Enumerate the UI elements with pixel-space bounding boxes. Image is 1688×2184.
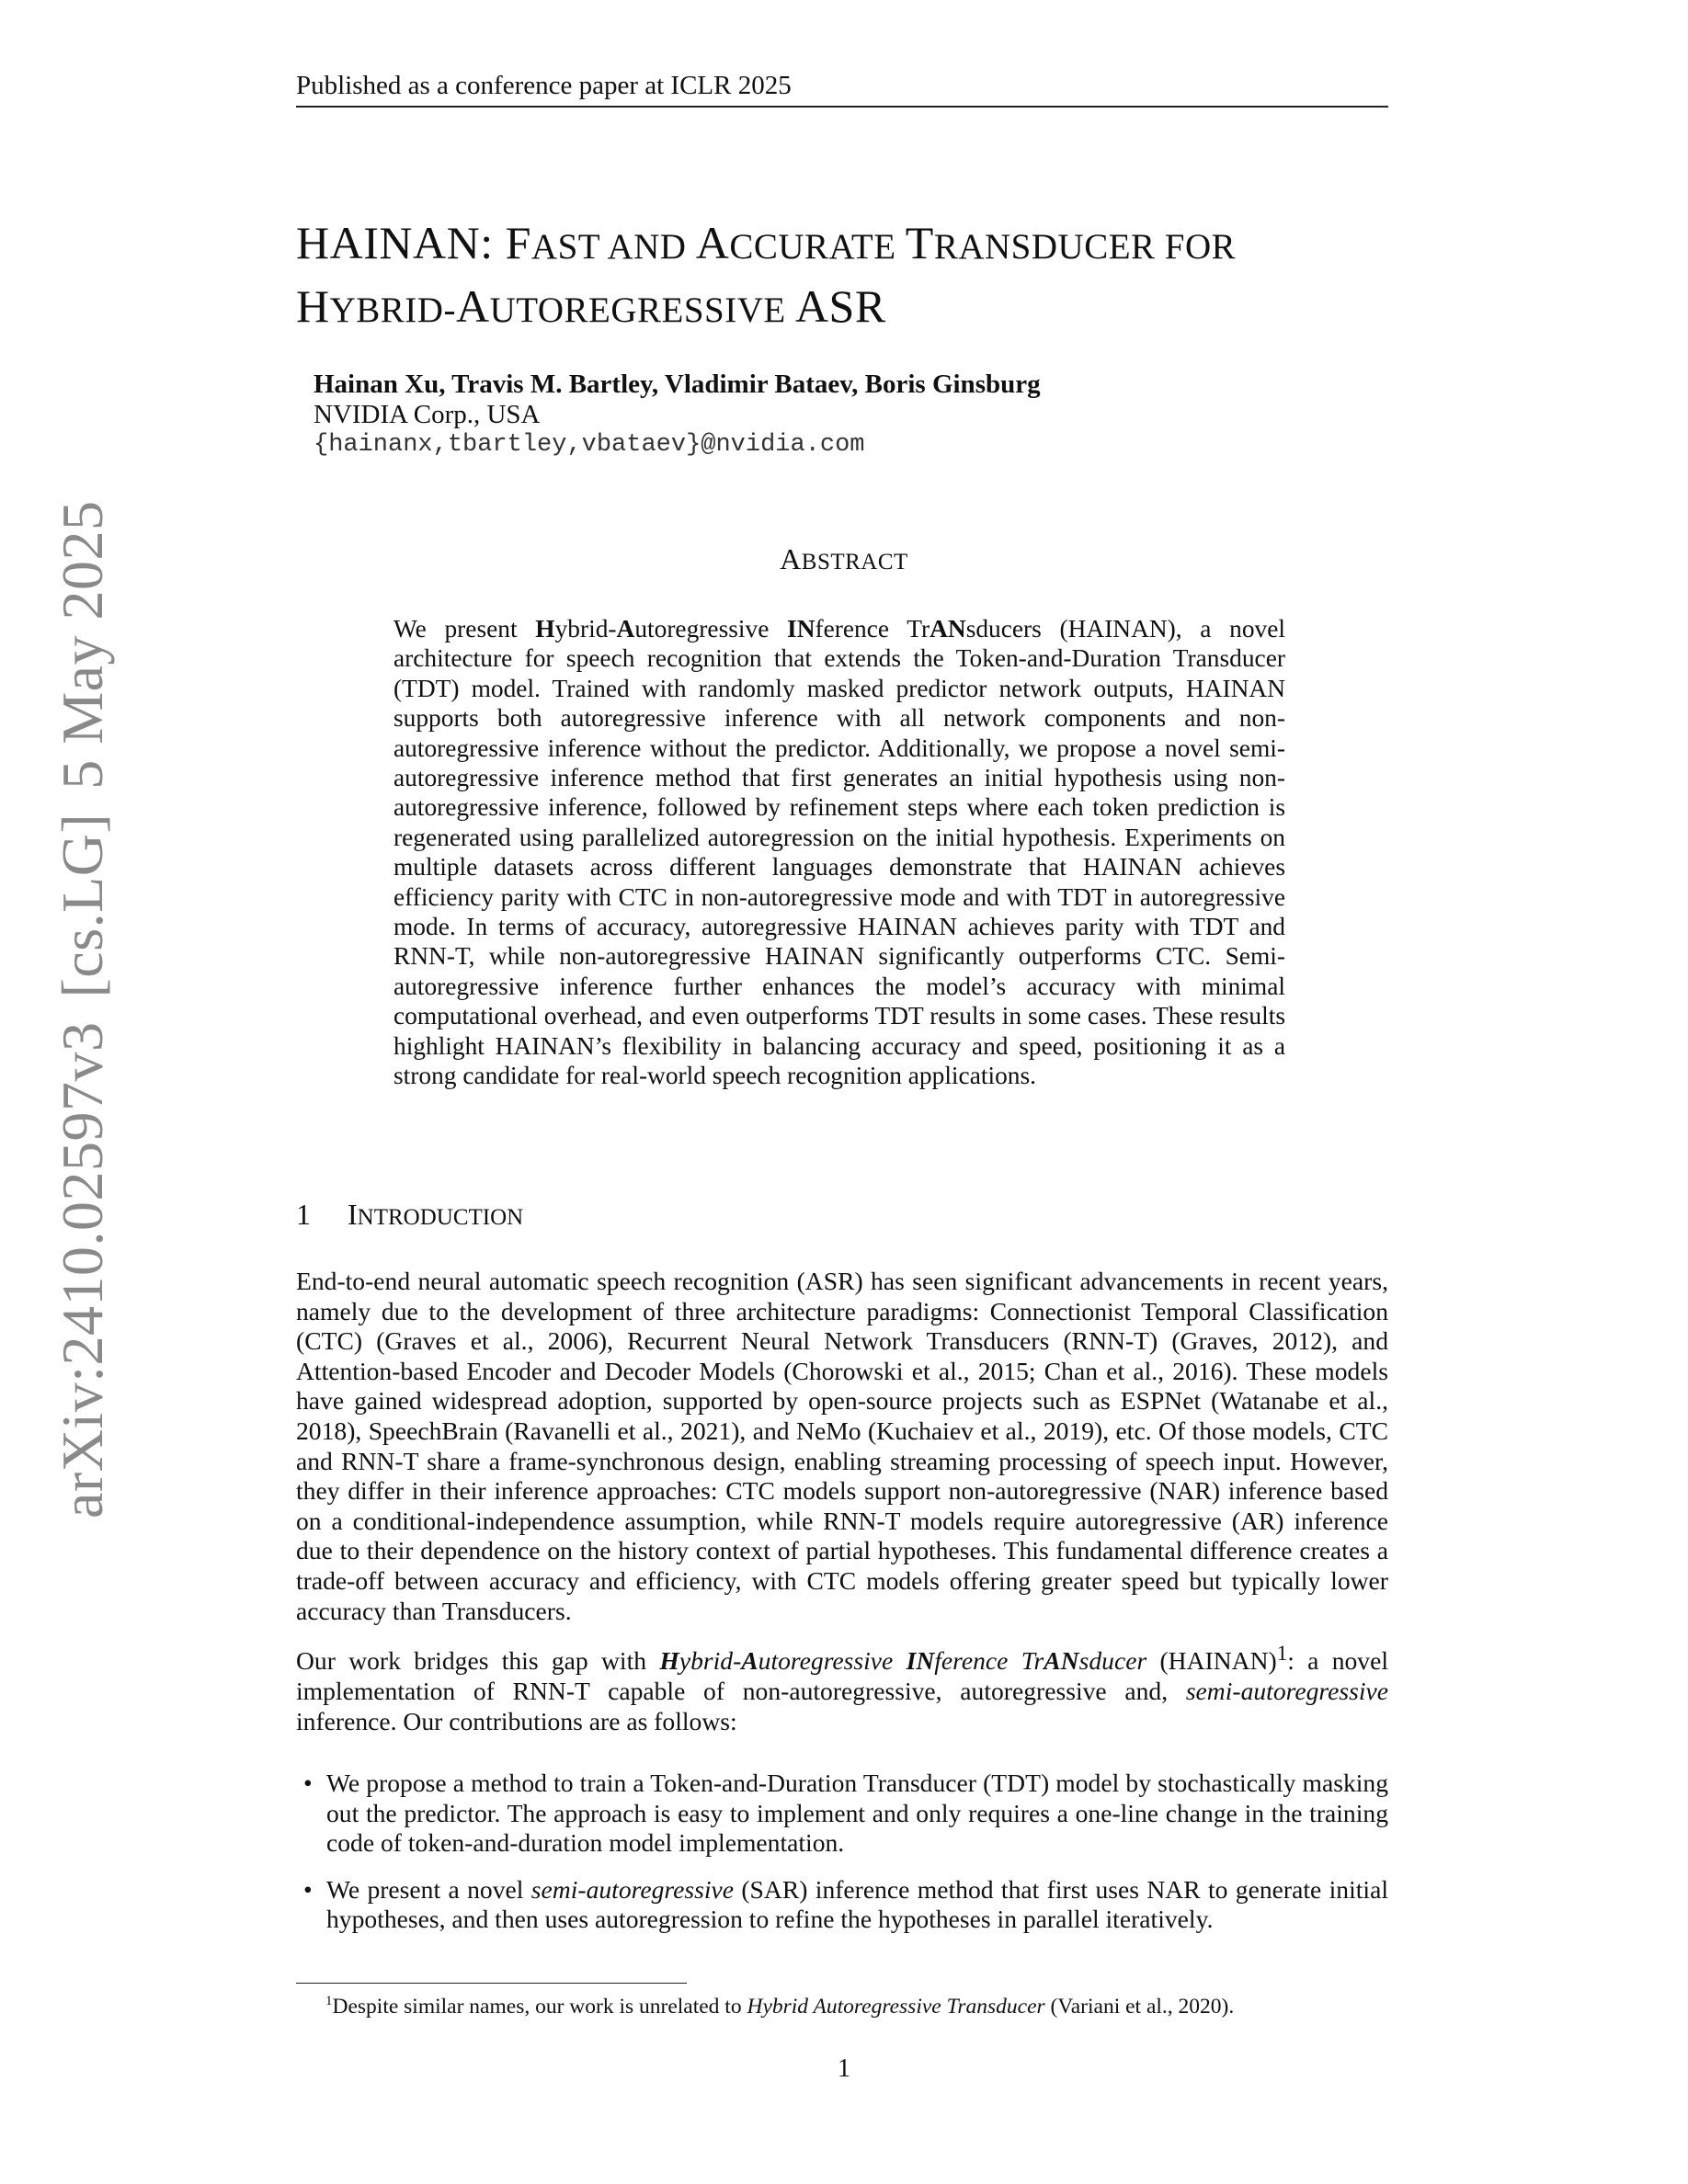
name-italic: ference Tr [934,1646,1044,1676]
contribution-text: (SAR) inference method that first uses NAR to generate initial hypotheses, and then uses autoregression to refine the hypotheses in parallel iteratively. [326,1874,1388,1934]
paragraph-text: inference. Our contributions are as follows: [296,1706,737,1735]
paragraph-text: (HAINAN) [1146,1646,1277,1676]
footnote-text: (Variani et al., 2020). [1044,1994,1235,2019]
arxiv-date: 5 May 2025 [50,500,115,790]
title-word: A [695,217,730,268]
title-word: ASR [794,280,886,332]
intro-paragraph-2 [296,1639,1388,1736]
section-number: 1 [296,1198,311,1231]
title-word: YBRID- [329,290,456,330]
arxiv-id: arXiv:2410.02597v3 [50,1021,115,1519]
name-italic: ybrid- [679,1646,742,1676]
name-bold-letter: A [741,1646,758,1676]
arxiv-stamp [50,500,115,1519]
name-bold-letter: H [659,1646,679,1676]
footnote-emphasis: Hybrid Autoregressive Transducer [747,1994,1045,2019]
author-email: {hainanx,tbartley,vbataev}@nvidia.com [314,431,865,459]
title-lead: HAINAN: [296,217,506,268]
contribution-item [296,1769,1388,1859]
abstract-body [393,614,1285,1091]
author-affiliation: NVIDIA Corp., USA [314,400,541,429]
bullet-icon: • [303,1769,313,1797]
introduction-body [296,1267,1388,1749]
paper-title [296,213,1399,340]
emphasis-text: semi-autoregressive [1185,1676,1388,1705]
abstract-text: sducers (HAINAN), a novel architecture for speech recognition that extends the Token-and-Duration Transducer (TDT) model. Trained with randomly masked predictor network outputs, HAINAN supports both autoregressive inference with all network components and non-autoregressive inference without the predictor. Additionally, we propose a novel semi-autoregressive inference method that first generates an initial hypothesis using non-autoregressive inference, followed by refinement steps where each token prediction is regenerated using parallelized autoregression on the initial hypothesis. Experiments on multiple datasets across different languages demonstrate that HAINAN achieves efficiency parity with CTC in non-autoregressive mode and with TDT in autoregressive mode. In terms of accuracy, autoregressive HAINAN achieves parity with TDT and RNN-T, while non-autoregressive HAINAN significantly outperforms CTC. Semi-autoregressive inference further enhances the model’s accuracy with minimal computational overhead, and even outperforms TDT results in some cases. These results highlight HAINAN’s flexibility in balancing accuracy and speed, positioning it as a strong candidate for real-world speech recognition applications. [393,615,1285,1090]
footnote-text: Despite similar names, our work is unrelated to [332,1994,747,2019]
title-word: F [505,217,531,268]
abstract-heading-initial: A [780,542,802,575]
page-number: 1 [838,2054,850,2083]
abstract-heading-rest: BSTRACT [801,550,908,574]
abstract-bold-letter: H [535,615,555,643]
author-block [314,370,1041,461]
emphasis-text: semi-autoregressive [530,1874,734,1904]
name-bold-letter: IN [906,1646,935,1676]
contribution-text: We propose a method to train a Token-and-Duration Transducer (TDT) model by stochastically masking out the predictor. The approach is easy to implement and only requires a one-line change in the training code of token-and-duration model implementation. [326,1769,1388,1858]
contribution-item [296,1875,1388,1935]
name-italic: sducer [1078,1646,1147,1676]
contributions-list [296,1769,1388,1951]
title-line-2 [296,277,1399,340]
name-italic: utoregressive [758,1646,907,1676]
footnote-reference[interactable]: 1 [1276,1642,1288,1666]
title-word: T [905,217,934,268]
abstract-bold-letter: IN [787,615,815,643]
abstract-text: utoregressive [634,615,788,643]
title-word: CCURATE [729,227,906,267]
section-heading-introduction [296,1198,523,1232]
author-names: Hainan Xu, Travis M. Bartley, Vladimir Bataev, Boris Ginsburg [314,370,1041,399]
title-line-1 [296,213,1399,277]
abstract-text: ference Tr [815,615,930,643]
bullet-icon: • [303,1874,313,1904]
contribution-text: We present a novel [326,1874,531,1904]
abstract-heading [0,542,1688,576]
footnote-mark: 1 [325,1994,333,2008]
footnote-rule [296,1983,687,1984]
title-word: AST AND [530,227,696,267]
header-rule [296,106,1388,108]
title-word: H [296,280,330,332]
abstract-text: ybrid- [554,615,617,643]
title-word: RANSDUCER FOR [933,227,1237,267]
section-heading-rest: NTRODUCTION [357,1205,524,1230]
section-heading-initial: I [348,1198,358,1231]
running-head: Published as a conference paper at ICLR 2025 [296,71,792,100]
abstract-text: We present [393,615,536,643]
paragraph-text: : a novel implementation of RNN-T capable of non-autoregressive, autoregressive and, [296,1646,1388,1705]
paragraph-text: Our work bridges this gap with [296,1646,660,1676]
arxiv-category: [cs.LG] [50,813,115,998]
title-word: A [455,280,490,332]
intro-paragraph-1: End-to-end neural automatic speech recognition (ASR) has seen significant advancements in recent years, namely due to the development of three architecture paradigms: Connectionist Temporal Classification (CTC) (Graves et al., 2006), Recurrent Neural Network Transducers (RNN-T) (Graves, 2012), and Attention-based Encoder and Decoder Models (Chorowski et al., 2015; Chan et al., 2016). These models have gained widespread adoption, supported by open-source projects such as ESPNet (Watanabe et al., 2018), SpeechBrain (Ravanelli et al., 2021), and NeMo (Kuchaiev et al., 2019), etc. Of those models, CTC and RNN-T share a frame-synchronous design, enabling streaming processing of speech input. However, they differ in their inference approaches: CTC models support non-autoregressive (NAR) inference based on a conditional-independence assumption, while RNN-T models require autoregressive (AR) inference due to their dependence on the history context of partial hypotheses. This fundamental difference creates a trade-off between accuracy and efficiency, with CTC models offering greater speed but typically lower accuracy than Transducers. [296,1267,1388,1625]
title-word: UTOREGRESSIVE [489,290,795,330]
name-bold-letter: AN [1044,1646,1079,1676]
abstract-bold-letter: AN [930,615,966,643]
abstract-bold-letter: A [616,615,635,643]
footnote [325,1988,1234,2019]
